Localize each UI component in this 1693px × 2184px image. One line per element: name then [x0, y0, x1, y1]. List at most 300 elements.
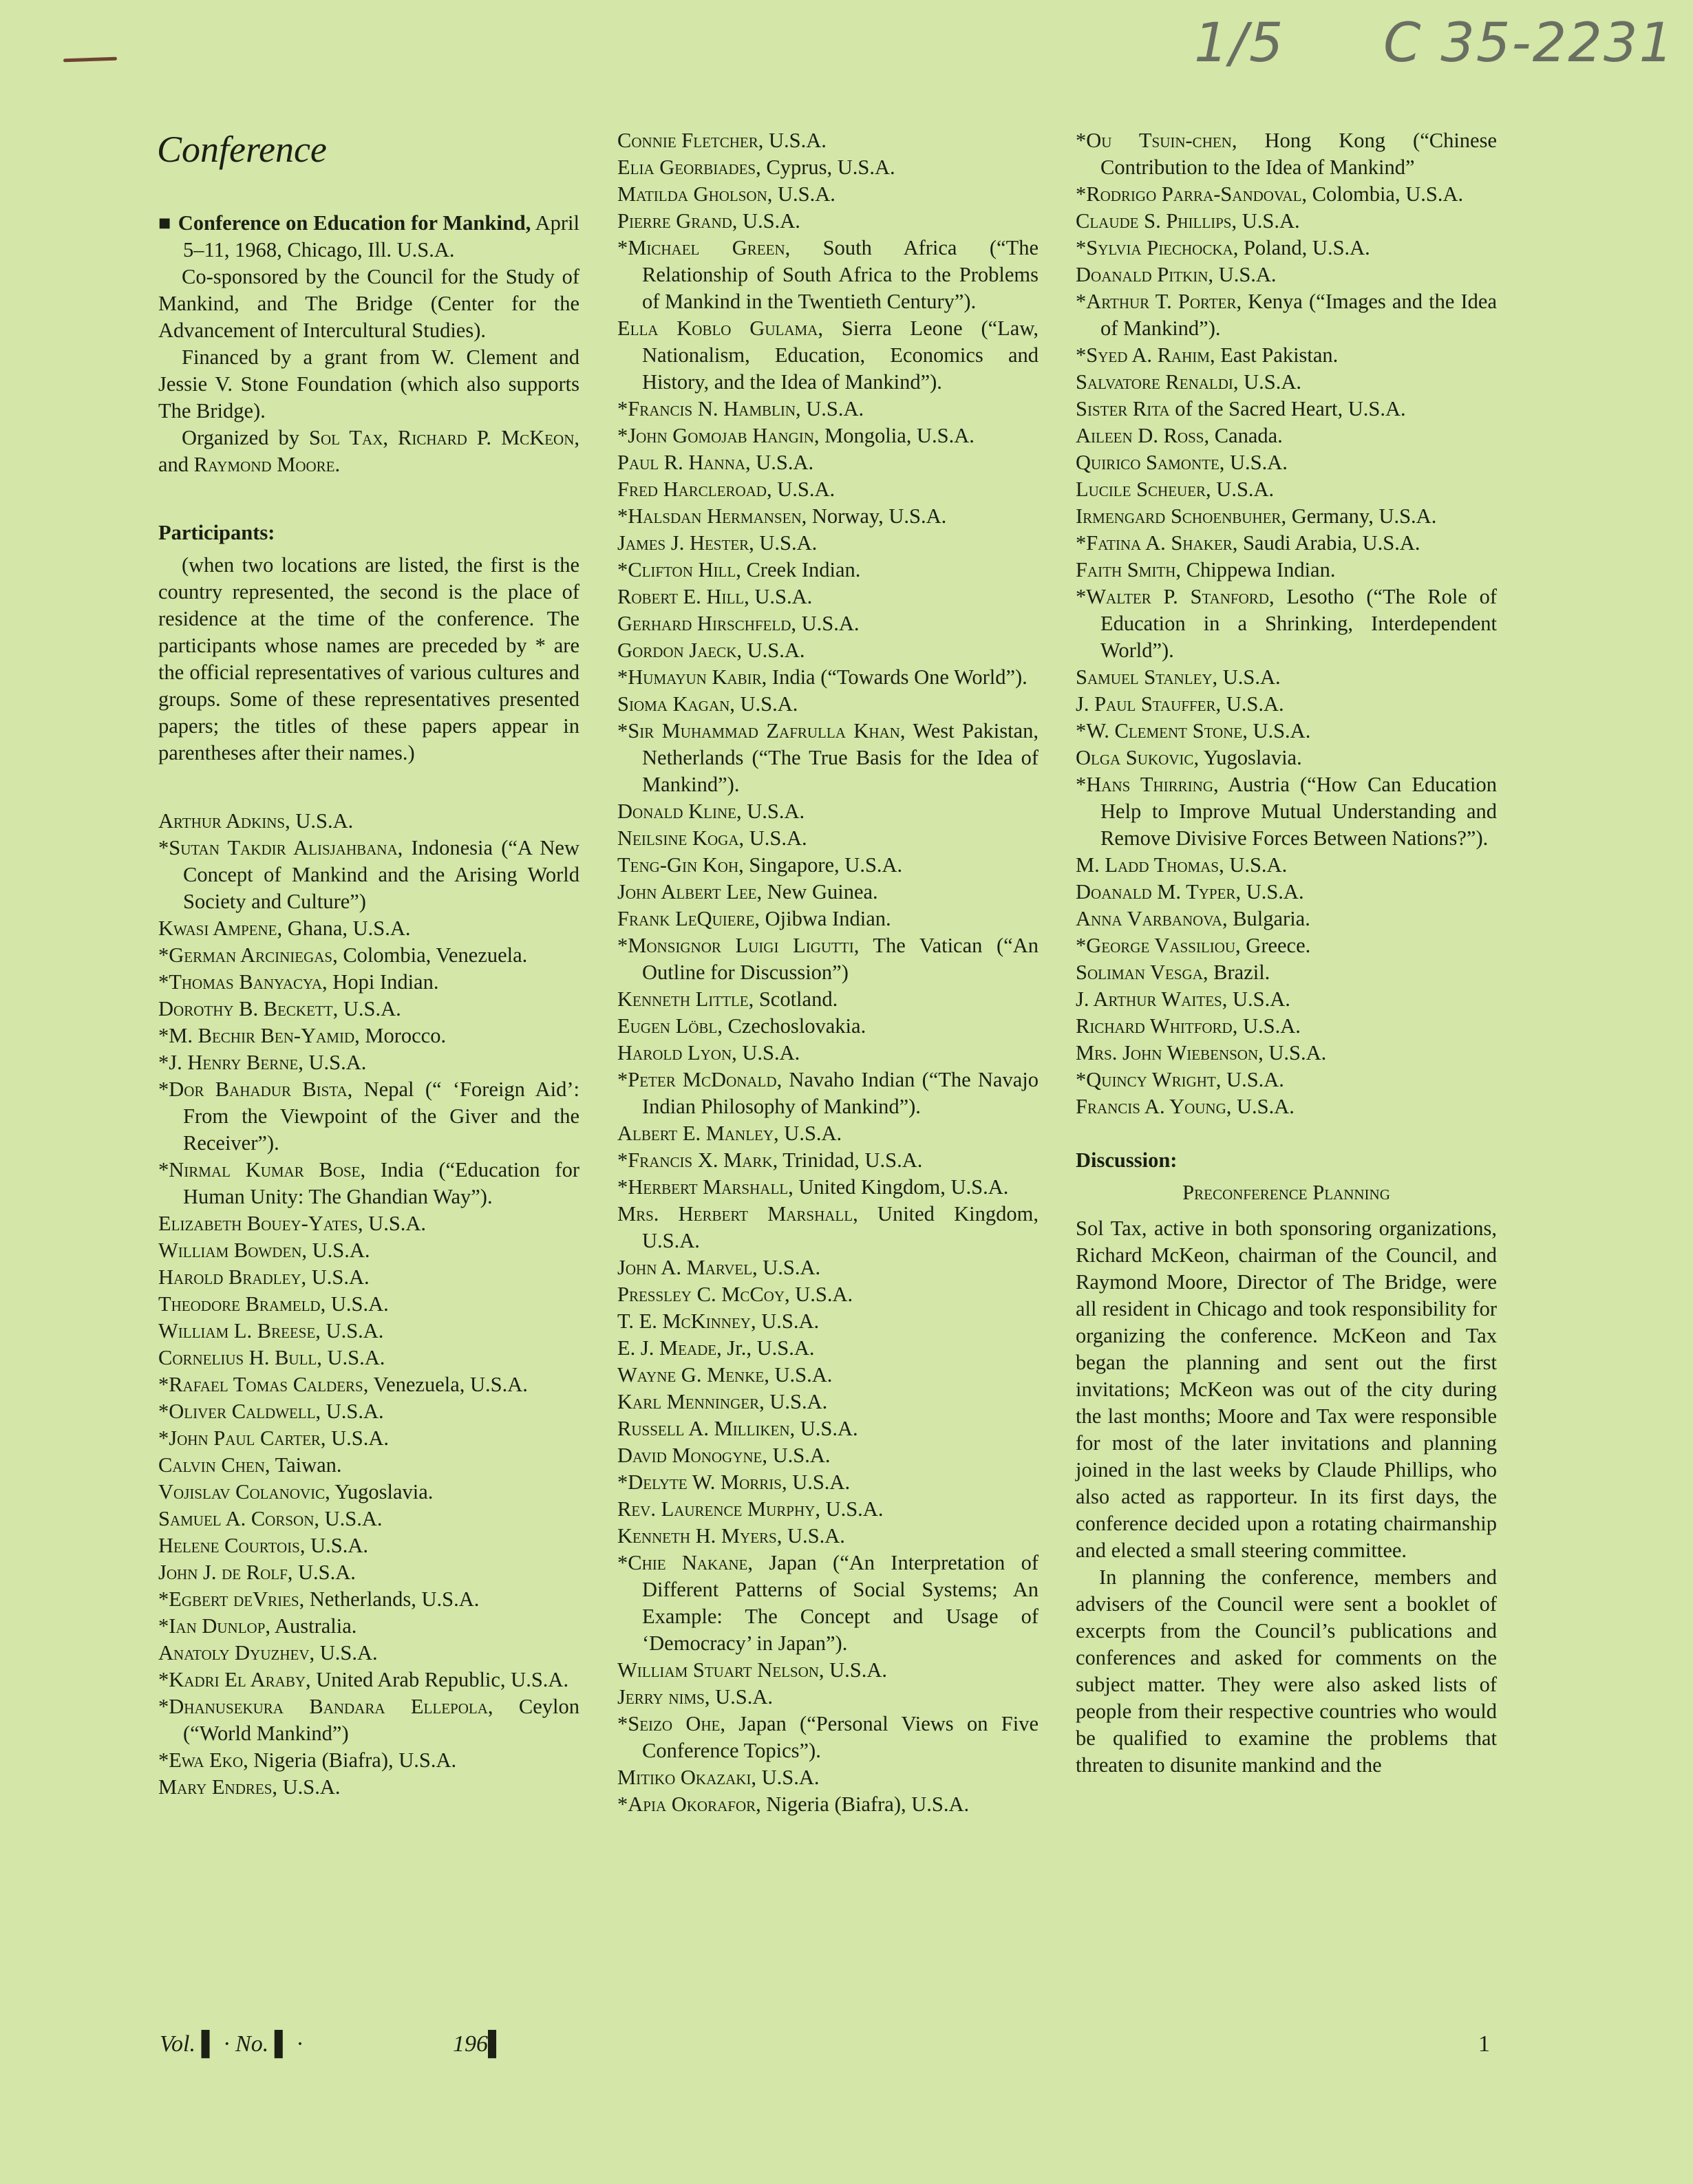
section-title: Conference [157, 129, 327, 170]
participant-entry [158, 915, 579, 942]
participant-entry [158, 1452, 579, 1479]
participant-entry [158, 1559, 579, 1586]
participant-details: , U.S.A. [272, 1775, 341, 1799]
participant-details: , U.S.A. [287, 1561, 356, 1584]
participant-details: , South Africa (“The Relationship of South Africa to the Problems of Mankind in the Twentieth Century”). [642, 236, 1039, 313]
participant-entry [617, 1120, 1039, 1147]
participant-name: *Sylvia Piechocka [1076, 236, 1233, 259]
participant-details: , Kenya (“Images and the Idea of Mankind”). [1100, 290, 1497, 340]
participant-details: , Australia. [265, 1614, 357, 1638]
organized-prefix: Organized by [182, 426, 309, 449]
participant-name: *Monsignor Luigi Ligutti [617, 934, 854, 957]
participant-name: Paul R. Hanna [617, 451, 746, 474]
participant-name: *J. Henry Berne [158, 1051, 299, 1074]
participant-name: Mrs. John Wiebenson [1076, 1041, 1259, 1064]
participant-entry [158, 1291, 579, 1318]
participant-name: *M. Bechir Ben-Yamid [158, 1024, 355, 1047]
participant-details: , U.S.A. [298, 1051, 367, 1074]
participant-entry [617, 879, 1039, 906]
organizer-name: Raymond Moore [193, 453, 335, 476]
participant-entry [617, 422, 1039, 449]
participant-entry [617, 1308, 1039, 1335]
participant-entry [617, 1281, 1039, 1308]
participant-entry [617, 584, 1039, 610]
participant-entry [1076, 261, 1497, 288]
participant-entry [617, 1550, 1039, 1657]
participant-name: Ella Koblo Gulama [617, 317, 818, 340]
participant-name: William L. Breese [158, 1319, 316, 1342]
participant-name: *George Vassiliou [1076, 934, 1236, 957]
participant-name: Connie Fletcher [617, 129, 758, 152]
participant-details: , Hong Kong (“Chinese Contribution to the Idea of Mankind” [1100, 129, 1497, 179]
participant-name: Doanald M. Typer [1076, 880, 1236, 903]
participant-entry [617, 986, 1039, 1013]
participant-details: , U.S.A. [704, 1685, 773, 1709]
participant-details: , Brazil. [1202, 961, 1270, 984]
participant-entry [617, 1389, 1039, 1415]
participant-name: *Dhanusekura Bandara Ellepola [158, 1695, 488, 1718]
participant-entry [1076, 208, 1497, 235]
participant-details: , U.S.A. [1226, 1095, 1295, 1118]
participant-details: , U.S.A. [1235, 880, 1304, 903]
participant-entry [158, 1049, 579, 1076]
participant-name: *Sutan Takdir Alisjahbana [158, 836, 398, 859]
participant-name: *John Paul Carter [158, 1426, 321, 1450]
participant-entry [158, 1023, 579, 1049]
participant-details: , Ojibwa Indian. [754, 907, 891, 930]
participant-details: , U.S.A. [301, 1265, 370, 1289]
participant-entry [1076, 1013, 1497, 1040]
participant-entry [1076, 557, 1497, 584]
participant-entry [1076, 181, 1497, 208]
participant-details: , Austria (“How Can Education Help to Improve Mutual Understanding and Remove Divisive Forces Between Nations?”). [1100, 773, 1497, 850]
participant-entry [617, 1147, 1039, 1174]
participant-entry [158, 1398, 579, 1425]
participant-entry [1076, 235, 1497, 261]
participant-name: Gerhard Hirschfeld [617, 612, 791, 635]
participant-name: Olga Sukovic [1076, 746, 1194, 769]
participant-entry [1076, 852, 1497, 879]
participant-name: Albert E. Manley [617, 1122, 774, 1145]
participant-details: , India (“Education for Human Unity: The Ghandian Way”). [183, 1158, 579, 1208]
participant-entry [617, 315, 1039, 396]
participant-details: , United Arab Republic, U.S.A. [306, 1668, 569, 1691]
participant-details: , U.S.A. [317, 1346, 385, 1369]
participant-name: *Rafael Tomas Calders [158, 1373, 363, 1396]
participant-name: Harold Bradley [158, 1265, 301, 1289]
participant-entry [617, 1791, 1039, 1818]
participant-name: Jerry nims [617, 1685, 705, 1709]
participant-details: , Yugoslavia. [1193, 746, 1302, 769]
participant-name: *Hans Thirring [1076, 773, 1213, 796]
participant-name: Mary Endres [158, 1775, 273, 1799]
participant-name: Anatoly Dyuzhev [158, 1641, 310, 1664]
participant-name: *Thomas Banyacya [158, 970, 323, 994]
participant-details: , U.S.A. [332, 997, 401, 1020]
participant-name: M. Ladd Thomas [1076, 853, 1220, 877]
participant-entry [158, 1693, 579, 1747]
participant-details: , U.S.A. [320, 1426, 390, 1450]
participant-details: , U.S.A. [1231, 209, 1300, 233]
participant-details: , Trinidad, U.S.A. [772, 1148, 923, 1172]
participant-details: , India (“Towards One World”). [761, 665, 1027, 689]
participant-name: Fred Harcleroad [617, 478, 767, 501]
participant-entry [617, 154, 1039, 181]
participant-name: *Clifton Hill [617, 558, 736, 581]
participant-entry [617, 1523, 1039, 1550]
participant-details: , U.S.A. [751, 1766, 820, 1789]
participant-name: Pressley C. McCoy [617, 1283, 785, 1306]
participant-details: , East Pakistan. [1209, 343, 1339, 367]
organizer-name: Richard P. McKeon [398, 426, 575, 449]
participant-details: , U.S.A. [758, 129, 827, 152]
participant-name: Kenneth H. Myers [617, 1524, 777, 1548]
organizer-separator: , and [158, 426, 580, 476]
participant-details: , Creek Indian. [736, 558, 861, 581]
participant-name: *Francis X. Mark [617, 1148, 773, 1172]
participant-details: , U.S.A. [315, 1400, 384, 1423]
participant-details: , U.S.A. [789, 1417, 858, 1440]
participant-name: *Oliver Caldwell [158, 1400, 316, 1423]
handwritten-catalog-number: C 35-2231 [1383, 12, 1675, 74]
participant-name: Sister Rita [1076, 397, 1170, 420]
participant-name: *German Arciniegas [158, 943, 333, 967]
participant-name: *Francis N. Hamblin [617, 397, 796, 420]
participant-name: Russell A. Milliken [617, 1417, 790, 1440]
participant-entry [617, 906, 1039, 932]
participant-name: Matilda Gholson [617, 182, 767, 206]
participant-details: , U.S.A. [774, 1122, 842, 1145]
participant-name: David Monogyne [617, 1444, 763, 1467]
participant-details: , U.S.A. [320, 1292, 389, 1316]
participant-entry [617, 1684, 1039, 1711]
participant-details: , Poland, U.S.A. [1233, 236, 1370, 259]
participant-entry [617, 1362, 1039, 1389]
participant-entry [617, 1040, 1039, 1067]
discussion-paragraph: Sol Tax, active in both sponsoring organizations, Richard McKeon, chairman of the Council, and Raymond Moore, Director of The Bridge, were all resident in Chicago and took responsibility for organizing the conference. McKeon and Tax began the planning and sent out the first invitations; McKeon was out of the city during the last months; Moore and Tax were responsible for most of the later invitations and planning joined in the last weeks by Claude Phillips, who also acted as rapporteur. In its first days, the conference decided upon a rotating chairmanship and elected a small steering committee. [1076, 1217, 1497, 1562]
participant-entry [617, 610, 1039, 637]
footer-volume: Vol. ▌ · No. ▌ · [160, 2031, 303, 2057]
participant-entry [617, 127, 1039, 154]
participant-name: Aileen D. Ross [1076, 424, 1204, 447]
participant-name: Mitiko Okazaki [617, 1766, 752, 1789]
participant-details: , U.S.A. [818, 1658, 888, 1682]
participant-details: , U.S.A. [762, 1444, 831, 1467]
participant-details: , U.S.A. [309, 1641, 378, 1664]
participant-entry [1076, 503, 1497, 530]
participant-details: , U.S.A. [767, 182, 835, 206]
participant-details: , Japan (“An Interpretation of Different Patterns of Social Systems; An Example: The Concept and Usage of ‘Democracy’ in Japan”). [642, 1551, 1039, 1655]
participant-name: Vojislav Colanovic [158, 1480, 326, 1503]
participant-details: , Japan (“Personal Views on Five Conference Topics”). [642, 1712, 1039, 1762]
participant-details: , U.S.A. [791, 612, 860, 635]
participant-name: Salvatore Renaldi [1076, 370, 1233, 394]
participant-details: , U.S.A. [781, 1470, 851, 1494]
participant-details: , U.S.A. [1242, 719, 1311, 742]
participant-entry [158, 1371, 579, 1398]
participant-details: , Cyprus, U.S.A. [756, 156, 895, 179]
participant-name: *Herbert Marshall [617, 1175, 789, 1199]
participant-name: Sioma Kagan [617, 692, 730, 716]
participant-name: Eugen Löbl [617, 1014, 718, 1038]
participant-entry [617, 1496, 1039, 1523]
participant-details: , U.S.A. [285, 809, 354, 833]
participant-details: , Greece. [1235, 934, 1311, 957]
participant-entry [1076, 664, 1497, 691]
participant-name: Dorothy B. Beckett [158, 997, 333, 1020]
participant-details: , U.S.A. [1232, 1014, 1301, 1038]
participant-name: *Halsdan Hermansen [617, 504, 802, 528]
participant-name: E. J. Meade [617, 1336, 717, 1360]
participant-details: , U.S.A. [766, 478, 835, 501]
participant-details: , Colombia, Venezuela. [332, 943, 528, 967]
participant-entry [158, 942, 579, 969]
participant-name: *Ewa Eko [158, 1748, 244, 1772]
participant-entry [1076, 369, 1497, 396]
participant-name: Gordon Jaeck [617, 639, 737, 662]
participant-entry [158, 1345, 579, 1371]
participant-details: , U.S.A. [785, 1283, 853, 1306]
participant-entry [617, 1201, 1039, 1254]
participant-details: , Nepal (“ ‘Foreign Aid’: From the Viewpoint of the Giver and the Receiver”). [183, 1078, 579, 1155]
participant-name: Cornelius H. Bull [158, 1346, 317, 1369]
participant-name: William Stuart Nelson [617, 1658, 819, 1682]
conference-dates: April 5–11, 1968, Chicago, Ill. U.S.A. [183, 211, 579, 261]
participant-name: Calvin Chen [158, 1453, 265, 1477]
participants-note: (when two locations are listed, the first is the country represented, the second is the place of residence at the time of the conference. The participants whose names are preceded by * are the official representatives of various cultures and groups. Some of these representatives presented papers; the titles of these papers appear in parentheses after their names.) [158, 553, 579, 764]
participant-details: , U.S.A. [745, 451, 814, 474]
participant-entry [617, 1711, 1039, 1764]
participant-entry [158, 1506, 579, 1532]
participant-details: , The Vatican (“An Outline for Discussion”) [642, 934, 1039, 984]
participant-name: Kenneth Little [617, 987, 749, 1011]
participant-name: Rev. Laurence Murphy [617, 1497, 816, 1521]
participant-name: *Peter McDonald [617, 1068, 777, 1091]
participant-name: *Chie Nakane [617, 1551, 748, 1574]
participant-details: , Jr., U.S.A. [716, 1336, 815, 1360]
participant-details: , Morocco. [354, 1024, 447, 1047]
participant-name: *Kadri El Araby [158, 1668, 306, 1691]
participant-entry [617, 798, 1039, 825]
participant-name: Kwasi Ampene [158, 917, 277, 940]
cosponsor-paragraph: Co-sponsored by the Council for the Study of Mankind, and The Bridge (Center for the Advancement of Intercultural Studies). [158, 265, 579, 342]
participant-details: , U.S.A. [1219, 451, 1288, 474]
conference-heading [158, 210, 579, 264]
participant-details: , U.S.A. [732, 209, 800, 233]
participant-details: , U.S.A. [357, 1212, 427, 1235]
participant-details: , U.S.A. [759, 1390, 828, 1413]
participant-entry [158, 1076, 579, 1157]
participant-name: Francis A. Young [1076, 1095, 1226, 1118]
participant-entry [158, 1640, 579, 1667]
column-1 [158, 210, 579, 1801]
participant-details: , U.S.A. [736, 800, 805, 823]
participant-name: Frank LeQuiere [617, 907, 755, 930]
participant-name: Faith Smith [1076, 558, 1176, 581]
participant-entry [617, 637, 1039, 664]
participant-entry [617, 1335, 1039, 1362]
participant-name: *W. Clement Stone [1076, 719, 1243, 742]
participant-entry [158, 835, 579, 915]
participant-name: *Apia Okorafor [617, 1792, 756, 1816]
participant-entry [158, 1237, 579, 1264]
participant-entry [1076, 288, 1497, 342]
participant-details: , U.S.A. [1215, 692, 1284, 716]
participant-name: Teng-Gin Koh [617, 853, 739, 877]
participant-entry [1076, 1040, 1497, 1067]
participant-entry [1076, 422, 1497, 449]
participant-details: , Lesotho (“The Role of Education in a Shrinking, Interdependent World”). [1100, 585, 1497, 662]
participant-details: , U.S.A. [1233, 370, 1302, 394]
participant-name: *Egbert deVries [158, 1587, 299, 1611]
participant-name: Arthur Adkins [158, 809, 286, 833]
participant-entry [617, 691, 1039, 718]
participant-name: Karl Menninger [617, 1390, 760, 1413]
participant-details: , U.S.A. [750, 1309, 820, 1333]
participant-details: , U.S.A. [732, 1041, 800, 1064]
participant-entry [158, 1210, 579, 1237]
participant-name: *Delyte W. Morris [617, 1470, 782, 1494]
participant-entry [158, 1613, 579, 1640]
participant-details: , U.S.A. [301, 1239, 370, 1262]
participant-name: *Quincy Wright [1076, 1068, 1216, 1091]
participant-entry [617, 530, 1039, 557]
participant-details: , U.S.A. [1258, 1041, 1327, 1064]
participant-entry [1076, 127, 1497, 181]
participant-details: , U.S.A. [315, 1319, 384, 1342]
participant-details: , U.S.A. [738, 826, 807, 850]
participant-entry [617, 1174, 1039, 1201]
participant-details: , U.S.A. [1212, 665, 1281, 689]
participant-name: Helene Courtois [158, 1534, 300, 1557]
participant-name: *Syed A. Rahim [1076, 343, 1210, 367]
column-2 [617, 127, 1039, 1818]
participant-entry [1076, 906, 1497, 932]
participant-entry [617, 1442, 1039, 1469]
participant-details: , U.S.A. [299, 1534, 368, 1557]
participant-name: T. E. McKinney [617, 1309, 751, 1333]
participant-name: William Bowden [158, 1239, 302, 1262]
participant-name: Donald Kline [617, 800, 736, 823]
participant-details: , Ceylon (“World Mankind”) [183, 1695, 580, 1745]
participant-details: , Mongolia, U.S.A. [813, 424, 975, 447]
participant-entry [158, 1667, 579, 1693]
participant-entry [617, 1415, 1039, 1442]
participant-entry [1076, 1067, 1497, 1093]
participant-entry [617, 476, 1039, 503]
participant-entry [617, 664, 1039, 691]
participant-details: , U.S.A. [796, 397, 864, 420]
participant-entry [158, 1157, 579, 1210]
participant-entry [617, 825, 1039, 852]
participant-name: *Seizo Ohe [617, 1712, 721, 1735]
participant-name: *Dor Bahadur Bista [158, 1078, 348, 1101]
participant-name: *Walter P. Stanford [1076, 585, 1269, 608]
participant-list-3 [1076, 127, 1497, 1120]
participant-entry [158, 1479, 579, 1506]
participant-entry [1076, 959, 1497, 986]
participant-name: Neilsine Koga [617, 826, 739, 850]
participant-name: *Sir Muhammad Zafrulla Khan [617, 719, 900, 742]
column-3 [1076, 127, 1497, 1779]
participant-entry [1076, 1093, 1497, 1120]
participant-entry [158, 1774, 579, 1801]
participant-entry [158, 1318, 579, 1345]
participant-details: , U.S.A. [776, 1524, 845, 1548]
participant-details: , Indonesia (“A New Concept of Mankind and the Arising World Society and Culture”) [183, 836, 579, 913]
participant-name: Soliman Vesga [1076, 961, 1203, 984]
footer-year: 196▌ [453, 2031, 505, 2057]
participant-entry [158, 1586, 579, 1613]
participant-details: , Bulgaria. [1222, 907, 1310, 930]
financing-paragraph: Financed by a grant from W. Clement and Jessie V. Stone Foundation (which also supports The Bridge). [158, 345, 579, 422]
participant-name: *Fatina A. Shaker [1076, 531, 1233, 555]
participant-details: , U.S.A. [1208, 263, 1277, 286]
participant-name: J. Paul Stauffer [1076, 692, 1216, 716]
participant-name: Irmengard Schoenbuher [1076, 504, 1281, 528]
organizers-paragraph [158, 425, 579, 478]
participant-entry [1076, 745, 1497, 771]
participant-entry [617, 208, 1039, 235]
participant-entry [1076, 476, 1497, 503]
participant-name: J. Arthur Waites [1076, 987, 1222, 1011]
participant-entry [617, 503, 1039, 530]
participant-name: Robert E. Hill [617, 585, 745, 608]
participant-details: of the Sacred Heart, U.S.A. [1169, 397, 1406, 420]
participant-details: , U.S.A. [730, 692, 798, 716]
participant-entry [617, 396, 1039, 422]
participant-entry [617, 1013, 1039, 1040]
participant-details: , U.S.A. [1215, 1068, 1284, 1091]
participant-details: , Norway, U.S.A. [801, 504, 947, 528]
participant-details: , U.S.A. [1222, 987, 1290, 1011]
participant-details: , Nigeria (Biafra), U.S.A. [243, 1748, 457, 1772]
participant-entry [1076, 396, 1497, 422]
discussion-heading: Discussion: [1076, 1148, 1178, 1172]
organized-end: . [334, 453, 341, 476]
participant-entry [1076, 718, 1497, 745]
participant-entry [617, 449, 1039, 476]
participant-entry [617, 557, 1039, 584]
participant-details: , Germany, U.S.A. [1281, 504, 1437, 528]
organizer-separator: , [383, 426, 398, 449]
participant-details: , U.S.A. [752, 1256, 821, 1279]
participant-name: *Ian Dunlop [158, 1614, 266, 1638]
participant-name: Harold Lyon [617, 1041, 732, 1064]
participant-entry [617, 1657, 1039, 1684]
participant-details: , U.S.A. [736, 639, 805, 662]
participant-entry [158, 1532, 579, 1559]
participant-entry [617, 235, 1039, 315]
participant-entry [1076, 584, 1497, 664]
participant-name: Doanald Pitkin [1076, 263, 1208, 286]
participant-entry [158, 1264, 579, 1291]
preconference-heading: Preconference Planning [1182, 1181, 1390, 1204]
participant-name: Wayne G. Menke [617, 1363, 765, 1387]
participant-entry [1076, 932, 1497, 959]
participant-details: , Sierra Leone (“Law, Nationalism, Education, Economics and History, and the Idea of Mankind”). [642, 317, 1039, 394]
participant-entry [158, 1425, 579, 1452]
participant-details: , Taiwan. [264, 1453, 342, 1477]
participant-entry [158, 969, 579, 996]
participant-entry [617, 181, 1039, 208]
participant-name: John J. de Rolf [158, 1561, 288, 1584]
participant-name: *Arthur T. Porter [1076, 290, 1237, 313]
page-number: 1 [1478, 2031, 1490, 2057]
participant-entry [1076, 449, 1497, 476]
participant-details: , Nigeria (Biafra), U.S.A. [756, 1792, 970, 1816]
participant-name: Elia Georbiades [617, 156, 756, 179]
